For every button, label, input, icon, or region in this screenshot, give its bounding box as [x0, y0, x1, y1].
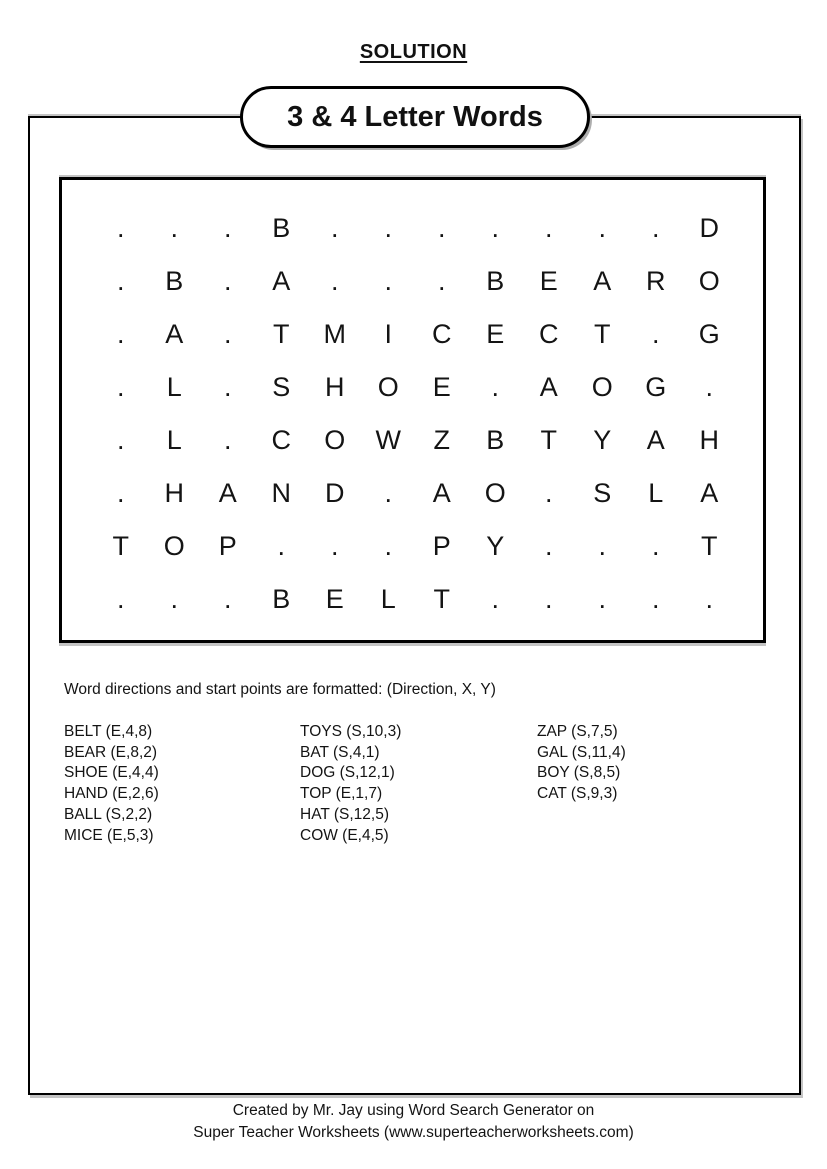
grid-dot: . [116, 319, 125, 349]
grid-letter: O [591, 372, 613, 402]
grid-letter: I [384, 319, 392, 349]
grid-letter: C [271, 425, 291, 455]
grid-dot: . [116, 213, 125, 243]
grid-letter: O [484, 478, 506, 508]
grid-letter: Y [486, 531, 505, 561]
word-search-grid [59, 177, 766, 643]
solution-heading: SOLUTION [359, 41, 468, 63]
grid-dot: . [598, 213, 606, 243]
grid-dot: . [116, 372, 125, 402]
grid-letter: E [486, 319, 505, 349]
word-entry: HAND (E,2,6) [64, 785, 159, 803]
word-column [537, 722, 626, 805]
grid-letter: L [166, 425, 182, 455]
grid-letter: A [646, 425, 665, 455]
grid-dot: . [330, 531, 339, 561]
grid-letter: W [375, 425, 401, 455]
grid-dot: . [223, 213, 232, 243]
grid-dot: . [544, 478, 553, 508]
grid-letter: L [648, 478, 664, 508]
grid-dot: . [437, 213, 446, 243]
grid-letter: T [594, 319, 611, 349]
grid-letter: L [380, 584, 396, 614]
grid-dot: . [330, 213, 339, 243]
footer-line-1: Created by Mr. Jay using Word Search Generator on [232, 1102, 595, 1119]
grid-letter: E [325, 584, 344, 614]
word-entry: BEAR (E,8,2) [64, 743, 158, 761]
grid-dot: . [544, 584, 553, 614]
grid-cells [94, 202, 736, 626]
word-entry: ZAP (S,7,5) [537, 723, 618, 740]
grid-letter: A [432, 478, 451, 508]
grid-letter: M [323, 319, 346, 349]
grid-letter: Y [593, 425, 612, 455]
grid-letter: D [325, 478, 345, 508]
grid-letter: H [699, 425, 719, 455]
grid-letter: N [271, 478, 291, 508]
word-column [64, 722, 300, 846]
grid-dot: . [384, 266, 392, 296]
grid-dot: . [544, 531, 553, 561]
grid-dot: . [491, 372, 499, 402]
grid-dot: . [223, 266, 232, 296]
grid-letter: C [432, 319, 452, 349]
grid-dot: . [223, 319, 232, 349]
grid-dot: . [651, 584, 660, 614]
word-column [300, 722, 537, 846]
grid-dot: . [651, 213, 660, 243]
grid-letter: A [700, 478, 719, 508]
grid-letter: B [272, 213, 291, 243]
grid-letter: S [272, 372, 291, 402]
grid-letter: T [433, 584, 450, 614]
page-title: 3 & 4 Letter Words [287, 100, 543, 133]
grid-dot: . [223, 584, 232, 614]
grid-letter: O [377, 372, 399, 402]
footer-credit [0, 1100, 827, 1144]
word-entry: DOG (S,12,1) [300, 764, 395, 782]
grid-letter: Z [433, 425, 450, 455]
grid-letter: A [165, 319, 184, 349]
grid-dot: . [491, 584, 499, 614]
grid-letter: O [324, 425, 346, 455]
grid-dot: . [170, 213, 178, 243]
grid-letter: A [539, 372, 558, 402]
grid-dot: . [651, 531, 660, 561]
grid-dot: . [651, 319, 660, 349]
grid-dot: . [384, 478, 392, 508]
grid-letter: B [486, 266, 505, 296]
grid-letter: T [112, 531, 129, 561]
word-entry: SHOE (E,4,4) [64, 764, 159, 782]
grid-letter: G [645, 372, 667, 402]
grid-letter: B [272, 584, 291, 614]
grid-letter: A [272, 266, 291, 296]
grid-letter: B [165, 266, 184, 296]
grid-letter: H [325, 372, 345, 402]
grid-dot: . [116, 478, 125, 508]
word-entry: TOYS (S,10,3) [300, 723, 402, 740]
grid-dot: . [491, 213, 499, 243]
word-entry: BOY (S,8,5) [537, 764, 621, 782]
grid-dot: . [384, 531, 392, 561]
grid-dot: . [116, 425, 125, 455]
grid-letter: S [593, 478, 612, 508]
grid-dot: . [116, 584, 125, 614]
grid-letter: D [699, 213, 719, 243]
word-entry: BELT (E,4,8) [64, 723, 153, 740]
grid-letter: E [432, 372, 451, 402]
grid-letter: O [163, 531, 185, 561]
word-entry: TOP (E,1,7) [300, 785, 383, 803]
title-box [240, 86, 590, 148]
grid-letter: O [698, 266, 720, 296]
word-entry: BALL (S,2,2) [64, 805, 153, 823]
word-entry: HAT (S,12,5) [300, 805, 390, 823]
grid-letter: G [698, 319, 720, 349]
grid-letter: H [164, 478, 184, 508]
word-entry: MICE (E,5,3) [64, 826, 154, 844]
word-columns [64, 722, 626, 846]
word-entry: BAT (S,4,1) [300, 743, 380, 761]
grid-letter: B [486, 425, 505, 455]
footer-line-2: Super Teacher Worksheets (www.superteacherworksheets.com) [193, 1124, 634, 1141]
grid-dot: . [705, 372, 713, 402]
grid-dot: . [223, 425, 232, 455]
grid-letter: E [539, 266, 558, 296]
grid-letter: A [593, 266, 612, 296]
grid-dot: . [116, 266, 125, 296]
grid-dot: . [384, 213, 392, 243]
word-entry: COW (E,4,5) [300, 826, 389, 844]
word-entry: GAL (S,11,4) [537, 743, 626, 761]
grid-letter: L [166, 372, 182, 402]
grid-letter: T [701, 531, 718, 561]
grid-letter: R [646, 266, 666, 296]
grid-dot: . [223, 372, 232, 402]
grid-dot: . [598, 584, 606, 614]
grid-dot: . [170, 584, 178, 614]
grid-letter: P [218, 531, 237, 561]
instruction-text: Word directions and start points are formatted: (Direction, X, Y) [64, 681, 496, 698]
grid-dot: . [705, 584, 713, 614]
grid-letter: T [540, 425, 557, 455]
grid-dot: . [598, 531, 606, 561]
grid-letter: P [432, 531, 451, 561]
grid-dot: . [544, 213, 553, 243]
grid-dot: . [437, 266, 446, 296]
grid-letter: C [539, 319, 559, 349]
grid-dot: . [330, 266, 339, 296]
grid-letter: T [273, 319, 290, 349]
grid-letter: A [218, 478, 237, 508]
word-entry: CAT (S,9,3) [537, 785, 618, 803]
grid-dot: . [277, 531, 285, 561]
